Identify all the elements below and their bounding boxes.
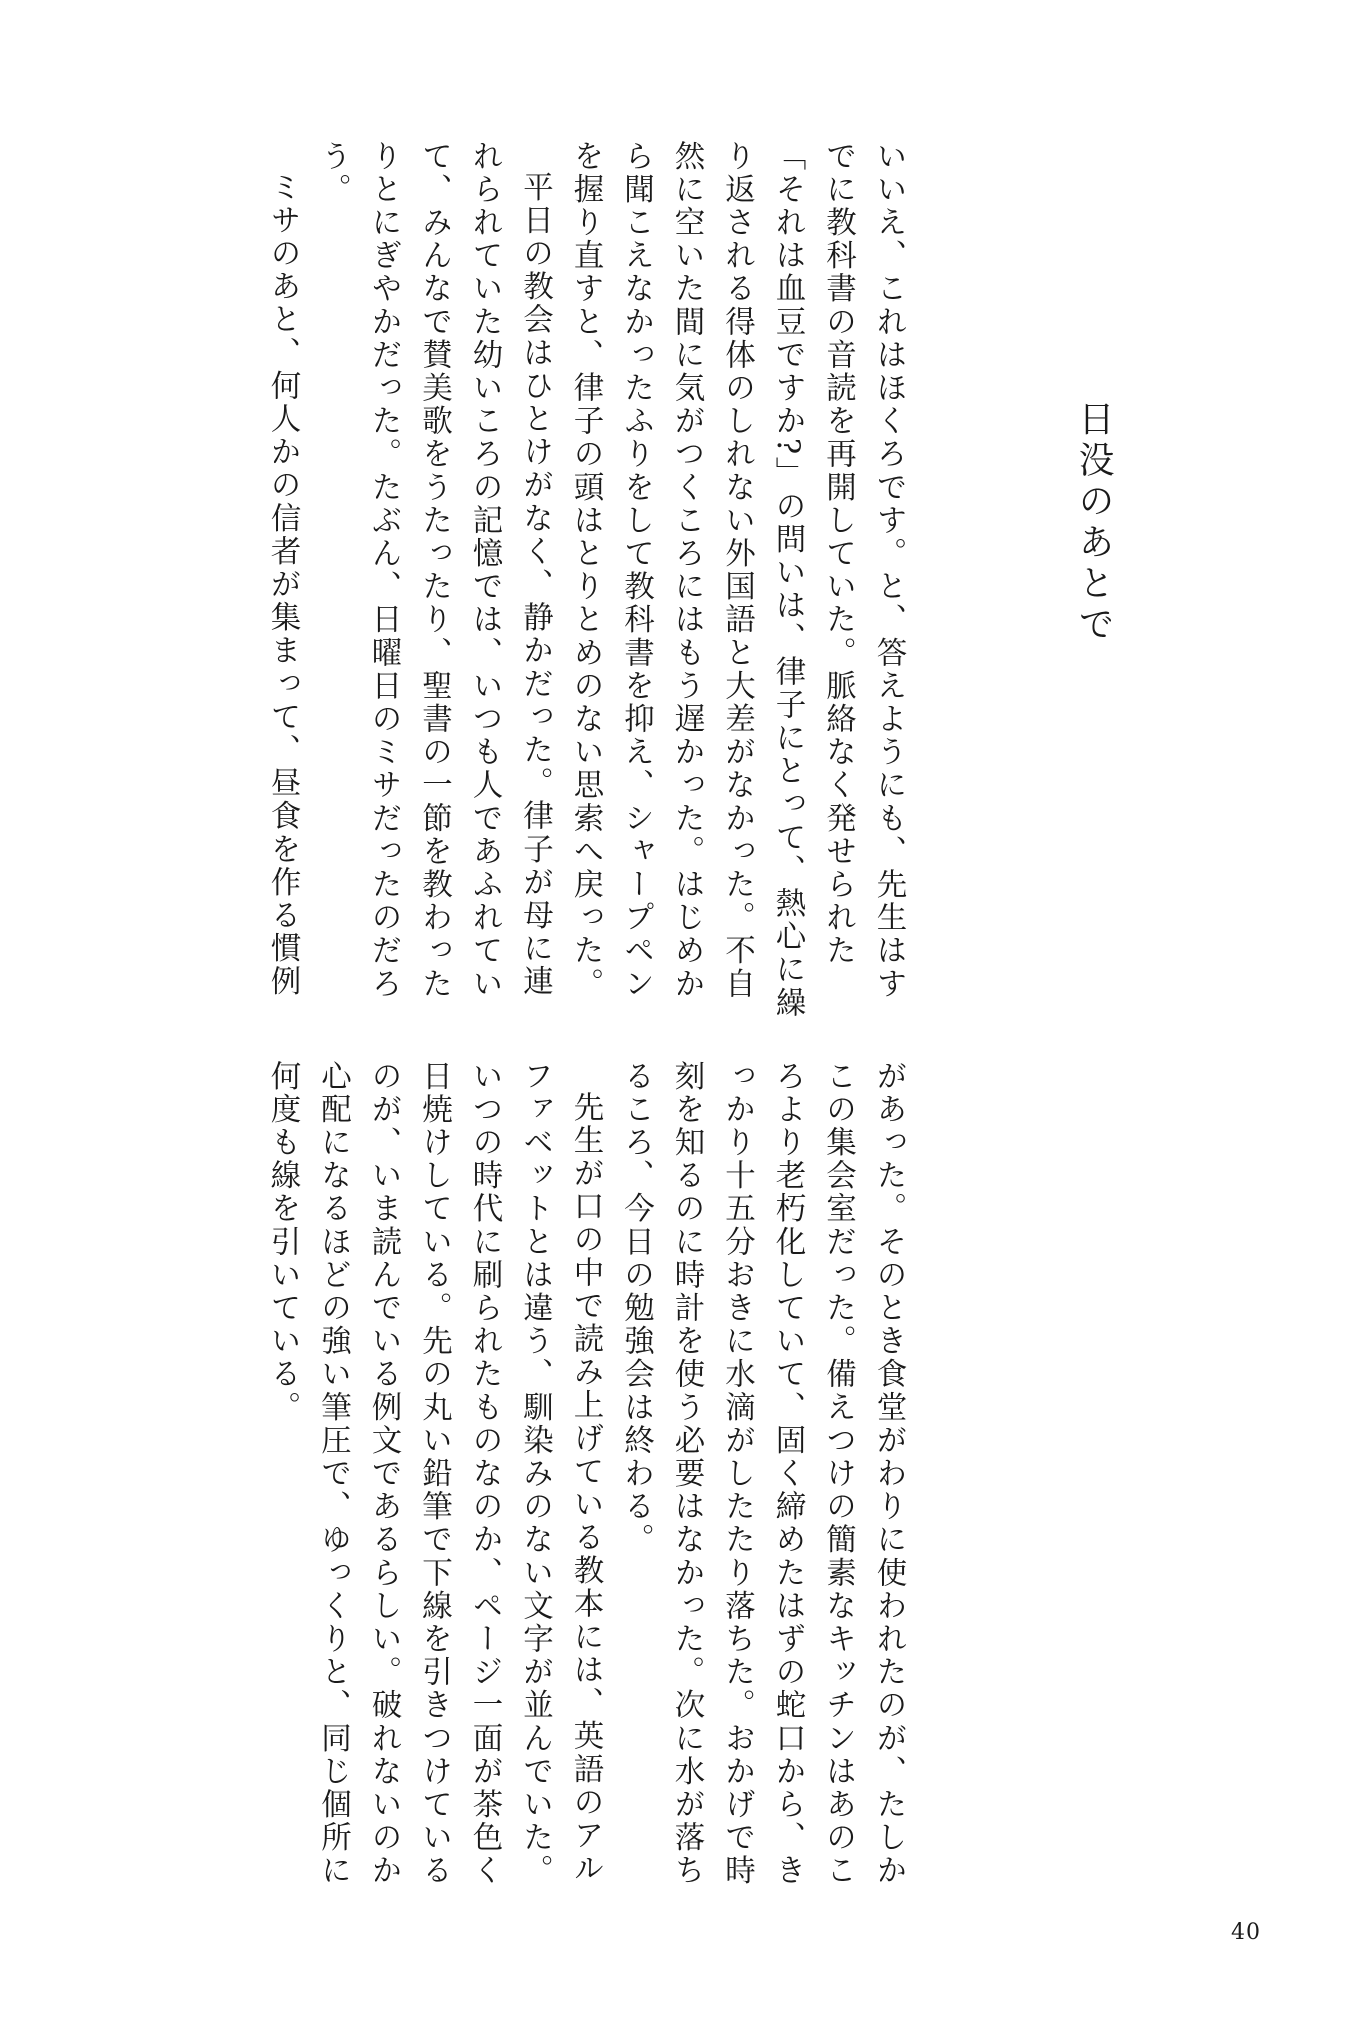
paragraph: があった。そのとき食堂がわりに使われたのが、たしかこの集会室だった。備えつけの簡素なキッチンはあのころより老朽化していて、固く締めたはずの蛇口から、きっかり十五分おきに水滴がしたたり落ちた。おかげで時刻を知るのに時計を使う必要はなかった。次に水が落ちるころ、今日の勉強会は終わる。 bbox=[618, 1060, 906, 1888]
text-column-top bbox=[213, 140, 913, 1020]
page-number: 40 bbox=[1231, 1920, 1261, 1945]
paragraph: 平日の教会はひとけがなく、静かだった。律子が母に連れられていた幼いころの記憶では、いつも人であふれていて、みんなで賛美歌をうたったり、聖書の一節を教わったりとにぎやかだった。たぶん、日曜日のミサだったのだろう。 bbox=[315, 140, 553, 1001]
paragraph: 先生が口の中で読み上げている教本には、英語のアルファベットとは違う、馴染みのない文字が並んでいた。いつの時代に刷られたものなのか、ページ一面が茶色く日焼けしている。先の丸い鉛筆で下線を引きつけているのが、いま読んでいる例文であるらしい。破れないのか心配になるほどの強い筆圧で、ゆっくりと、同じ個所に何度も線を引いている。 bbox=[265, 1060, 603, 1888]
paragraph: いいえ、これはほくろです。と、答えようにも、先生はすでに教科書の音読を再開していた。脈絡なく発せられた「それは血豆ですか?」の問いは、律子にとって、熱心に繰り返される得体のしれない外国語と大差がなかった。不自然に空いた間に気がつくころにはもう遅かった。はじめから聞こえなかったふりをして教科書を抑え、シャープペンを握り直すと、律子の頭はとりとめのない思索へ戻った。 bbox=[568, 140, 906, 1020]
text-column-bottom bbox=[213, 1060, 913, 1900]
paragraph: ミサのあと、何人かの信者が集まって、昼食を作る慣例 bbox=[265, 170, 300, 998]
chapter-title: 日没のあとで bbox=[1073, 400, 1114, 646]
